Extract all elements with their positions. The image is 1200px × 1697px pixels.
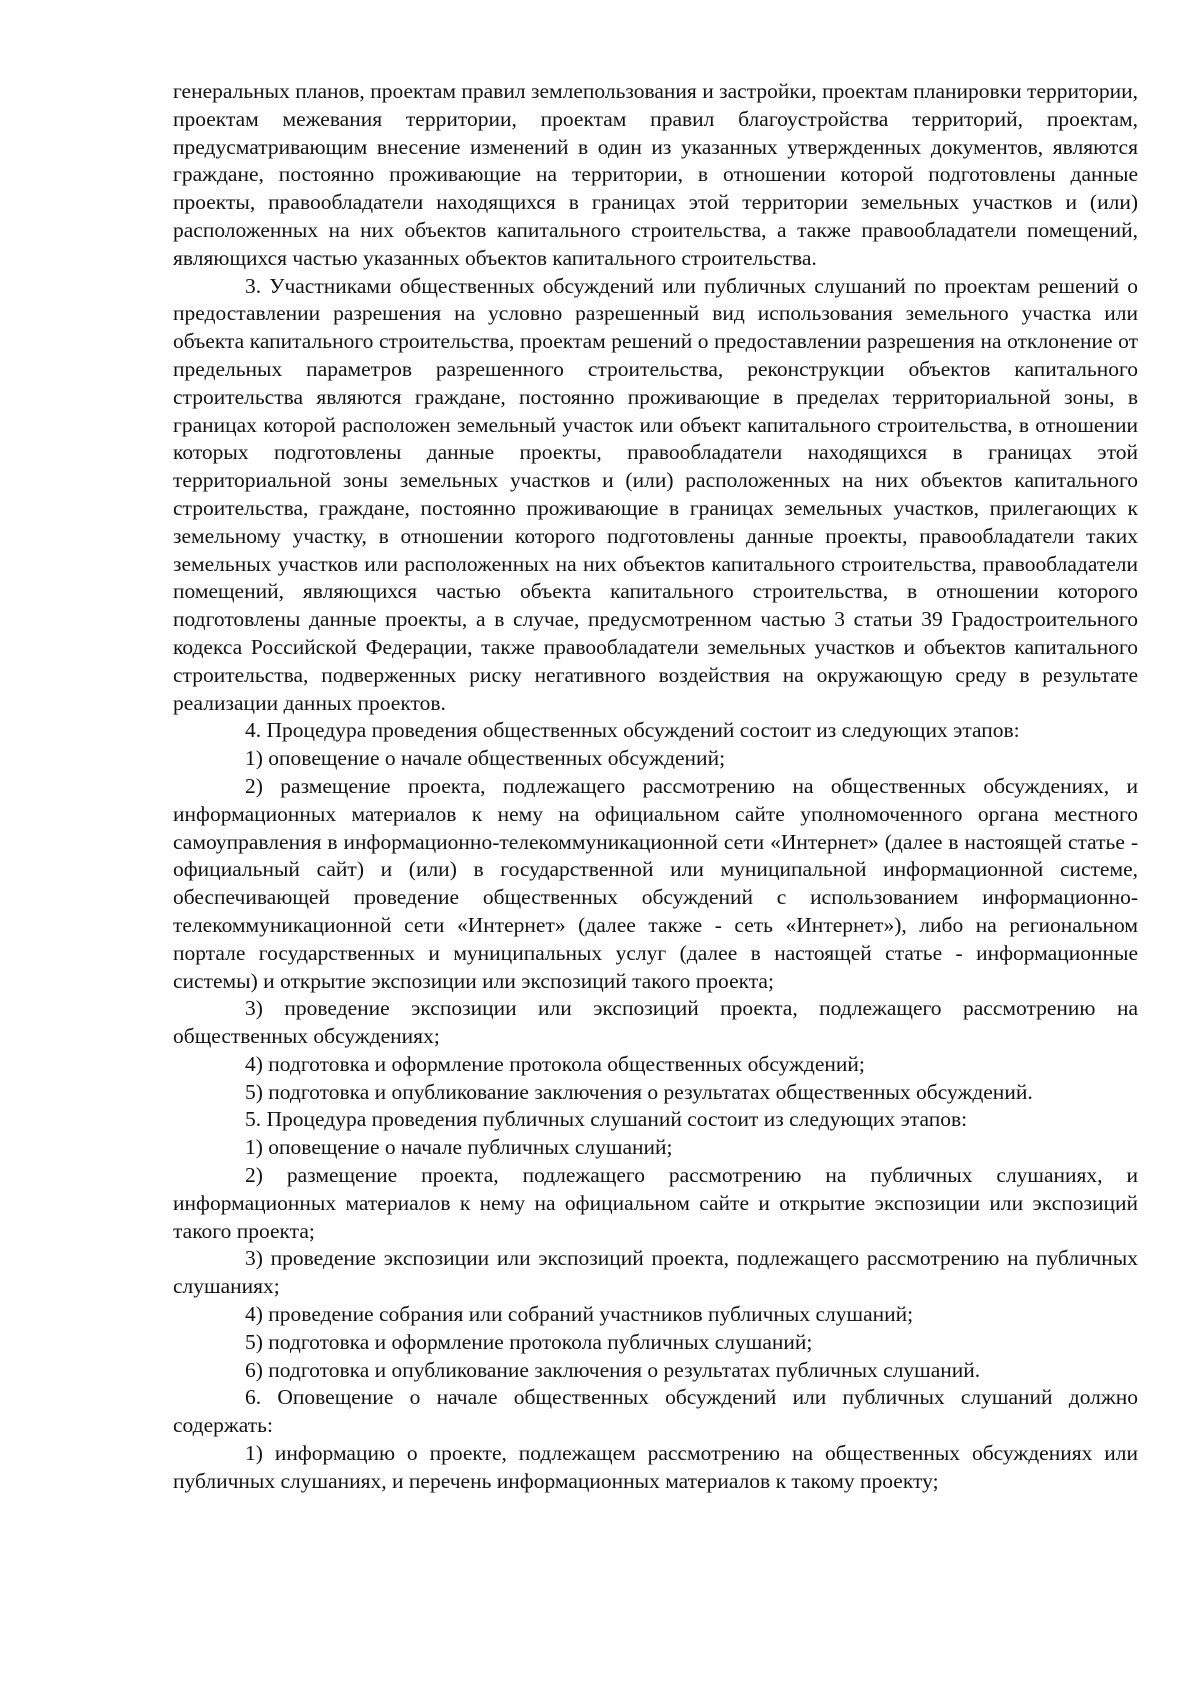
list-item: 1) информацию о проекте, подлежащем рассмотрению на общественных обсуждениях или публичных слушаниях, и перечень информационных материалов к такому проекту;	[173, 1441, 1138, 1493]
paragraph-5-procedure: 5. Процедура проведения публичных слушаний состоит из следующих этапов:	[245, 1107, 968, 1132]
list-item: 3) проведение экспозиции или экспозиций проекта, подлежащего рассмотрению на публичных слушаниях;	[173, 1246, 1138, 1299]
list-item: 1) оповещение о начале публичных слушаний;	[245, 1135, 673, 1160]
paragraph-3-participants: 3. Участниками общественных обсуждений или публичных слушаний по проектам решений о предоставлении разрешения на условно разрешенный вид использования земельного участка или объекта капитального строительства, проектам решений о предоставлении разрешения на отклонение от предельных параметров разрешенного строительства, реконструкции объектов капитального строительства являются граждане, постоянно проживающие в пределах территориальной зоны, в границах которой расположен земельный участок или объект капитального строительства, в отношении которых подготовлены данные проекты, правообладатели находящихся в границах этой территориальной зоны земельных участков и (или) расположенных на них объектов капитального строительства, граждане, постоянно проживающие в границах земельных участков, прилегающих к земельному участку, в отношении которого подготовлены данные проекты, правообладатели таких земельных участков или расположенных на них объектов капитального строительства, правообладатели помещений, являющихся частью объекта капитального строительства, в отношении которого подготовлены данные проекты, а в случае, предусмотренном частью 3 статьи 39 Градостроительного кодекса Российской Федерации, также правообладатели земельных участков и объектов капитального строительства, подверженных риску негативного воздействия на окружающую среду в результате реализации данных проектов.	[173, 273, 1138, 715]
list-item: 5) подготовка и опубликование заключения о результатах общественных обсуждений.	[245, 1079, 1033, 1104]
paragraph-6-notification: 6. Оповещение о начале общественных обсуждений или публичных слушаний должно содержать:	[173, 1385, 1138, 1438]
paragraph-4-procedure: 4. Процедура проведения общественных обсуждений состоит из следующих этапов:	[245, 718, 1020, 743]
list-item: 4) проведение собрания или собраний участников публичных слушаний;	[245, 1302, 914, 1327]
list-item: 2) размещение проекта, подлежащего рассмотрению на публичных слушаниях, и информационных материалов к нему на официальном сайте и открытие экспозиции или экспозиций такого проекта;	[173, 1163, 1138, 1243]
list-item: 1) оповещение о начале общественных обсуждений;	[245, 746, 726, 771]
list-item: 2) размещение проекта, подлежащего рассмотрению на общественных обсуждениях, и информационных материалов к нему на официальном сайте уполномоченного органа местного самоуправления в информационно-телекоммуникационной сети «Интернет» (далее в настоящей статье - официальный сайт) и (или) в государственной или муниципальной информационной системе, обеспечивающей проведение общественных обсуждений с использованием информационно-телекоммуникационной сети «Интернет» (далее также - сеть «Интернет»), либо на региональном портале государственных и муниципальных услуг (далее в настоящей статье - информационные системы) и открытие экспозиции или экспозиций такого проекта;	[173, 773, 1138, 993]
list-item: 4) подготовка и оформление протокола общественных обсуждений;	[245, 1051, 865, 1076]
paragraph-continuation: генеральных планов, проектам правил землепользования и застройки, проектам планировки территории, проектам межевания территории, проектам правил благоустройства территорий, проектам, предусматривающим внесение изменений в один из указанных утвержденных документов, являются граждане, постоянно проживающие на территории, в отношении которой подготовлены данные проекты, правообладатели находящихся в границах этой территории земельных участков и (или) расположенных на них объектов капитального строительства, а также правообладатели помещений, являющихся частью указанных объектов капитального строительства.	[173, 79, 1138, 270]
list-item: 6) подготовка и опубликование заключения о результатах публичных слушаний.	[245, 1357, 981, 1382]
list-item: 5) подготовка и оформление протокола публичных слушаний;	[245, 1329, 813, 1354]
list-item: 3) проведение экспозиции или экспозиций проекта, подлежащего рассмотрению на общественных обсуждениях;	[173, 996, 1138, 1049]
document-page	[173, 78, 1138, 1496]
